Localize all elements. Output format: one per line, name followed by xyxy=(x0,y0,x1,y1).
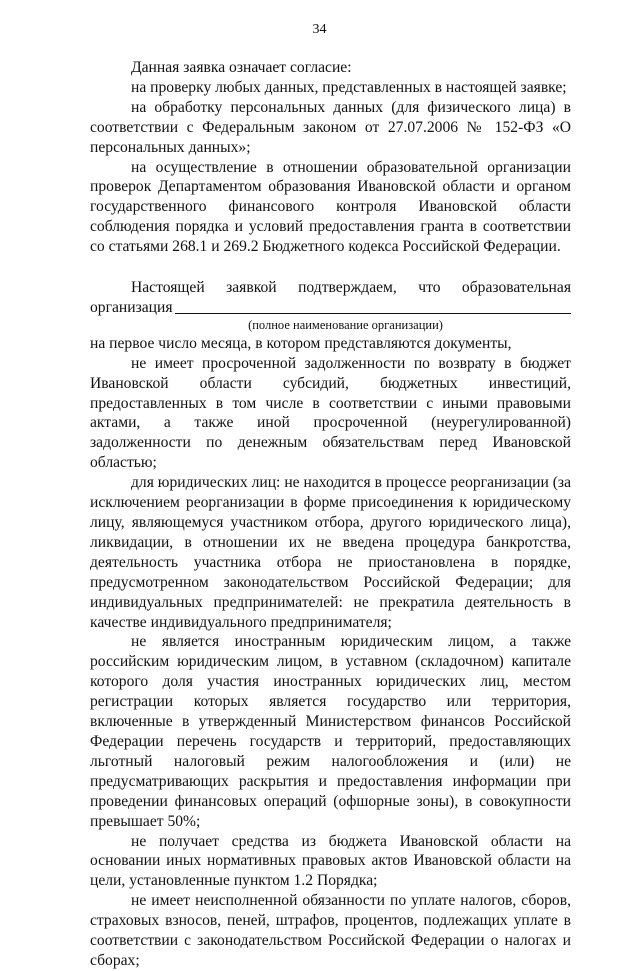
confirm-item: не имеет неисполненной обязанности по уплате налогов, сборов, страховых взносов, пеней, штрафов, процентов, подлежащих уплате в соответствии с законодательством Российской Федерации о налогах и сборах; xyxy=(90,892,571,969)
confirm-item: не является иностранным юридическим лицом, а также российским юридическим лицом, в уставном (складочном) капитале которого доля участия иностранных юридических лиц, местом регистрации которых является государство или территория, включенные в утвержденный Министерством финансов Российской Федерации перечень государств и территорий, предоставляющих льготный налоговый режим налогообложения и (или) не предусматривающих раскрытия и предоставления информации при проведении финансовых операций (офшорные зоны), в совокупности превышает 50%; xyxy=(90,633,571,830)
page-number: 34 xyxy=(312,22,327,37)
confirm-item: для юридических лиц: не находится в процессе реорганизации (за исключением реорганизации в форме присоединения к юридическому лицу, являющемуся участником отбора, другого юридического лица), ликвидации, в отношении их не введена процедура банкротства, деятельность участника отбора не приостановлена в порядке, предусмотренном законодательством Российской Федерации; для индивидуальных предпринимателей: не прекратила деятельность в качестве индивидуального предпринимателя; xyxy=(90,474,571,631)
confirm-item: не имеет просроченной задолженности по возврату в бюджет Ивановской области субсидий, бюджетных инвестиций, предоставленных в том числе в соответствии с иными правовыми актами, а также иной просроченной (неурегулированной) задолженности по денежным обязательствам перед Ивановской областью; xyxy=(90,354,571,472)
organization-name-blank xyxy=(175,298,571,314)
consent-item: на обработку персональных данных (для физического лица) в соответствии с Федеральным законом от 27.07.2006 № 152-ФЗ «О персональных данных»; xyxy=(90,98,571,156)
consent-heading: Данная заявка означает согласие: xyxy=(131,59,352,76)
document-body xyxy=(90,58,571,971)
consent-item: на осуществление в отношении образовательной организации проверок Департаментом образования Ивановской области и органом государственного финансового контроля Ивановской области соблюдения порядка и условий предоставления гранта в соответствии со статьями 268.1 и 269.2 Бюджетного кодекса Российской Федерации. xyxy=(90,158,571,256)
date-line: на первое число месяца, в котором представляются документы, xyxy=(90,334,512,352)
confirm-item: не получает средства из бюджета Ивановской области на основании иных нормативных правовых актов Ивановской области на цели, установленные пунктом 1.2 Порядка; xyxy=(90,832,571,890)
organization-label: организация xyxy=(90,298,173,316)
organization-line xyxy=(90,298,571,318)
spacer xyxy=(90,257,571,277)
consent-item: на проверку любых данных, представленных в настоящей заявке; xyxy=(131,78,567,96)
confirm-lead: Настоящей заявкой подтверждаем, что образовательная xyxy=(131,278,571,296)
organization-caption: (полное наименование организации) xyxy=(248,317,443,332)
